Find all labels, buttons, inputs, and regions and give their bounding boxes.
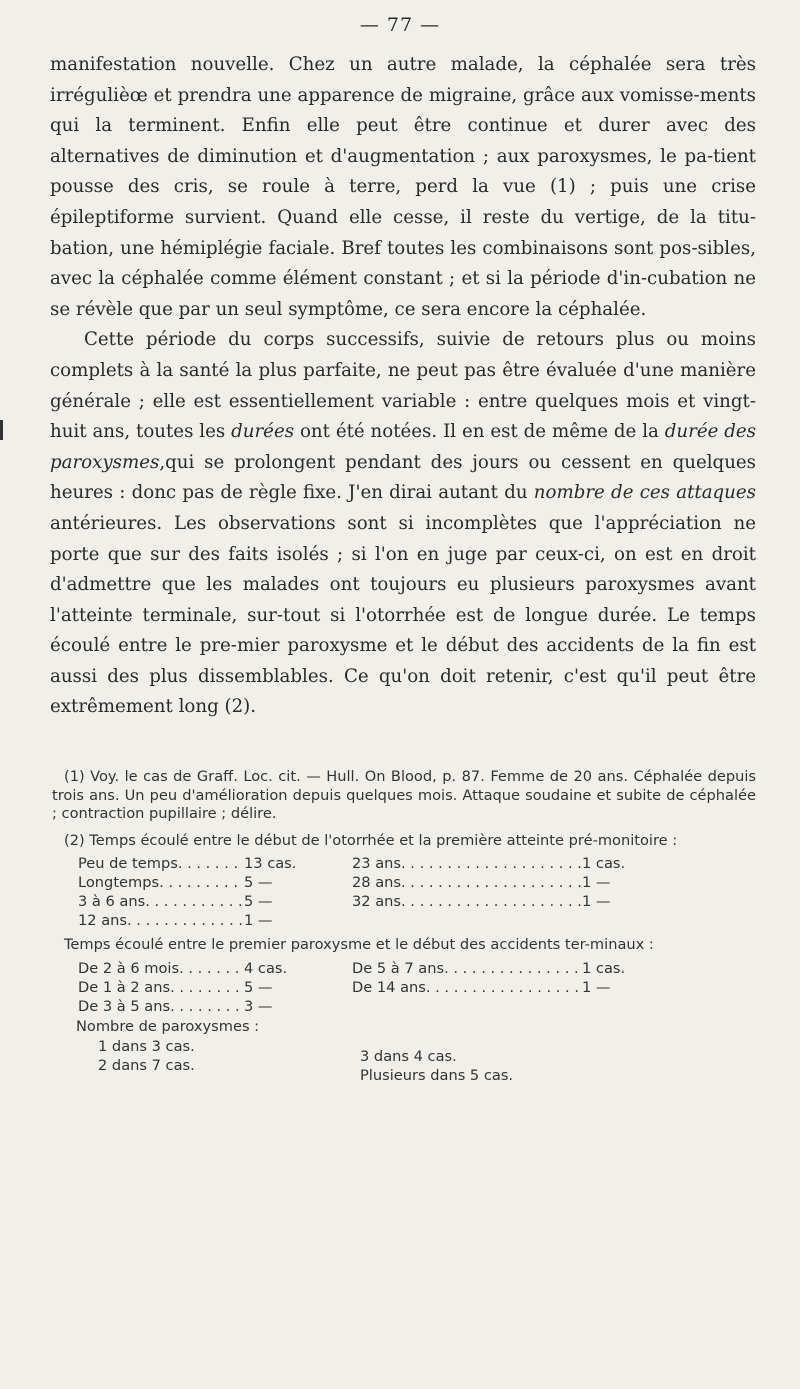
table-row: 3 à 6 ans . . . 5 — <box>78 892 316 911</box>
table-row: 23 ans . . . 1 cas. <box>352 854 640 873</box>
paroxysm-count-heading: Nombre de paroxysmes : <box>76 1017 260 1035</box>
page-edge-mark-icon <box>0 420 3 440</box>
emphasis-nombre-attaques: nombre de ces attaques <box>533 482 756 504</box>
paragraph-2 <box>50 325 756 723</box>
table-row: De 3 à 5 ans . . . 3 — <box>78 997 316 1016</box>
table-otorrhea <box>52 854 756 930</box>
paragraph-2-part-4: antérieures. Les observations sont si incomplètes que l'appréciation ne porte que sur des faits isolés ; si l'on en juge par ceux-ci, on est en droit d'admettre que les malades ont toujours eu plusieurs paroxysmes avant l'atteinte terminale, sur-tout si l'otorrhée est de longue durée. Le temps écoulé entre le pre-mier paroxysme et le début des accidents de la fin est aussi des plus dissemblables. Ce qu'on doit retenir, c'est qu'il peut être extrêmement long (2). <box>50 512 756 718</box>
paroxysm-stats-left <box>98 1037 360 1085</box>
table-paroxysm-right <box>352 959 640 1016</box>
table-row: 28 ans . . . 1 — <box>352 873 640 892</box>
table-row: Longtemps . . . 5 — <box>78 873 316 892</box>
table-row: 12 ans . . . 1 — <box>78 911 316 930</box>
paragraph-1: manifestation nouvelle. Chez un autre malade, la céphalée sera très irrégulièœ et prendra une apparence de migraine, grâce aux vomisse-ments qui la terminent. Enfin elle peut être continue et durer avec des alternatives de diminution et d'augmentation ; aux paroxysmes, le pa-tient pousse des cris, se roule à terre, perd la vue (1) ; puis une crise épileptiforme survient. Quand elle cesse, il reste du vertige, de la titu-bation, une hémiplégie faciale. Bref toutes les combinaisons sont pos-sibles, avec la céphalée comme élément constant ; et si la période d'in-cubation ne se révèle que par un seul symptôme, ce sera encore la céphalée. <box>50 54 756 320</box>
table-row: 32 ans . . . 1 — <box>352 892 640 911</box>
table-row: De 1 à 2 ans . . . 5 — <box>78 978 316 997</box>
footnotes <box>52 768 756 1085</box>
paragraph-2-part-3: ,qui se prolongent pendant des jours ou cessent en quelques heures : donc pas de règle fixe. J'en dirai autant du <box>50 451 756 504</box>
footnote-1: (1) Voy. le cas de Graff. Loc. cit. — Hull. On Blood, p. 87. Femme de 20 ans. Céphalée depuis trois ans. Un peu d'amélioration depuis quelques mois. Attaque soudaine et subite de céphalée ; contraction pupillaire ; délire. <box>52 768 756 823</box>
list-item: 1 dans 3 cas. <box>98 1037 195 1055</box>
table-2-intro: Temps écoulé entre le premier paroxysme et le début des accidents ter-minaux : <box>64 936 654 954</box>
list-item: 3 dans 4 cas. <box>360 1047 457 1065</box>
emphasis-durees: durées <box>231 421 295 443</box>
body-text <box>50 50 756 723</box>
table-row: De 2 à 6 mois . . . 4 cas. <box>78 959 316 978</box>
table-paroxysm <box>52 959 756 1016</box>
paragraph-2-part-1: Cette période du corps successifs, suivie de retours plus ou moins complets à la santé la plus parfaite, ne peut pas être évaluée d'une manière générale ; elle est essentiellement variable : entre quelques mois et vingt-huit ans, toutes les <box>50 329 756 443</box>
page-number: — 77 — <box>359 14 441 36</box>
table-paroxysm-left <box>78 959 316 1016</box>
paroxysm-stats <box>52 1037 756 1085</box>
paragraph-2-part-2: ont été notées. Il en est de même de la <box>294 421 665 443</box>
table-otorrhea-left <box>78 854 316 930</box>
table-row: De 5 à 7 ans . . . 1 cas. <box>352 959 640 978</box>
list-item: 2 dans 7 cas. <box>98 1056 195 1074</box>
table-otorrhea-right <box>352 854 640 930</box>
footnote-2-intro: (2) Temps écoulé entre le début de l'otorrhée et la première atteinte pré-monitoire : <box>64 831 678 849</box>
paroxysm-stats-right <box>360 1037 660 1085</box>
table-row: De 14 ans . . . 1 — <box>352 978 640 997</box>
list-item: Plusieurs dans 5 cas. <box>360 1066 514 1084</box>
table-row: Peu de temps . . . 13 cas. <box>78 854 316 873</box>
emphasis-duree-paroxysmes: durée des paroxysmes <box>50 421 756 473</box>
